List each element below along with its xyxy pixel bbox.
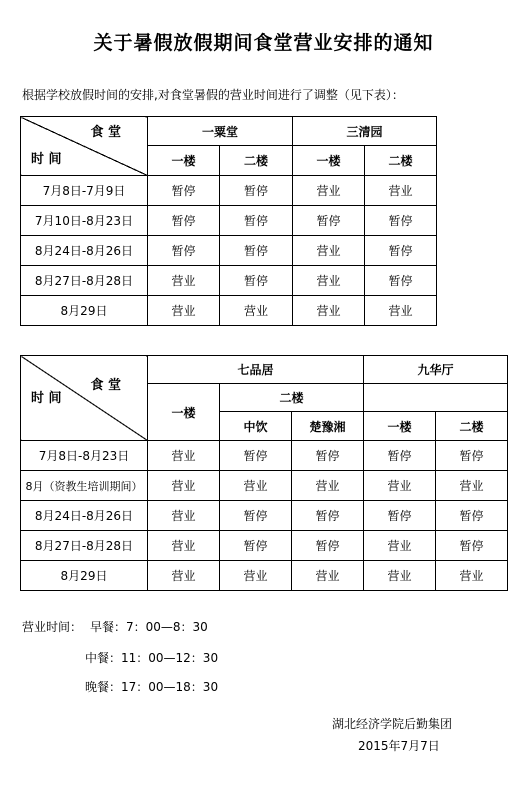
- table-row: [21, 531, 508, 561]
- status-cell: 暂停: [148, 176, 220, 206]
- canteen-label: 食 堂: [90, 378, 121, 393]
- floor-header: 二楼: [436, 412, 508, 441]
- table-row: [21, 441, 508, 471]
- status-cell: 暂停: [436, 501, 508, 531]
- status-cell: 营业: [365, 296, 437, 326]
- canteen-label: 食 堂: [90, 125, 121, 140]
- date-cell: 8月27日-8月28日: [21, 531, 148, 561]
- status-cell: 营业: [148, 531, 220, 561]
- status-cell: 营业: [220, 296, 293, 326]
- status-cell: 营业: [293, 296, 365, 326]
- floor-header: 一楼: [148, 384, 220, 441]
- table-row: [21, 471, 508, 501]
- table-row: [21, 266, 437, 296]
- signature-date: 2015年7月7日: [358, 739, 440, 753]
- canteen-name: 一粟堂: [148, 117, 293, 146]
- status-cell: 营业: [364, 531, 436, 561]
- date-cell: 8月29日: [21, 561, 148, 591]
- canteen-name: 七品居: [148, 356, 364, 384]
- status-cell: 营业: [436, 471, 508, 501]
- time-label: 时 间: [31, 152, 62, 167]
- status-cell: 营业: [148, 296, 220, 326]
- status-cell: 暂停: [220, 266, 293, 296]
- status-cell: 营业: [436, 561, 508, 591]
- status-cell: 营业: [148, 441, 220, 471]
- status-cell: 暂停: [220, 531, 292, 561]
- status-cell: 暂停: [220, 236, 293, 266]
- table-row: [21, 561, 508, 591]
- date-cell: 8月（资教生培训期间）: [21, 471, 148, 501]
- floor-header: 一楼: [364, 412, 436, 441]
- status-cell: 营业: [220, 471, 292, 501]
- status-cell: 暂停: [292, 441, 364, 471]
- status-cell: 暂停: [292, 501, 364, 531]
- status-cell: 暂停: [292, 531, 364, 561]
- table-row: [21, 501, 508, 531]
- status-cell: 营业: [220, 561, 292, 591]
- status-cell: 暂停: [365, 266, 437, 296]
- status-cell: 暂停: [436, 531, 508, 561]
- status-cell: 暂停: [293, 206, 365, 236]
- status-cell: 营业: [293, 176, 365, 206]
- status-cell: 暂停: [365, 236, 437, 266]
- schedule-table-2: [20, 355, 508, 591]
- status-cell: 营业: [148, 561, 220, 591]
- date-cell: 8月29日: [21, 296, 148, 326]
- canteen-name: 三清园: [293, 117, 437, 146]
- canteen-name: 九华厅: [364, 356, 508, 384]
- floor-header: 二楼: [365, 146, 437, 176]
- signature-org: 湖北经济学院后勤集团: [332, 717, 453, 731]
- status-cell: 暂停: [148, 236, 220, 266]
- status-cell: 暂停: [436, 441, 508, 471]
- empty-cell: [364, 384, 508, 412]
- status-cell: 营业: [365, 176, 437, 206]
- breakfast-hours: 早餐：7：00—8：30: [90, 620, 208, 634]
- status-cell: 营业: [148, 471, 220, 501]
- status-cell: 暂停: [364, 441, 436, 471]
- table-row: [21, 176, 437, 206]
- status-cell: 暂停: [220, 501, 292, 531]
- table-row: [21, 206, 437, 236]
- status-cell: 暂停: [365, 206, 437, 236]
- status-cell: 营业: [364, 471, 436, 501]
- hours-label: 营业时间：: [22, 620, 83, 634]
- status-cell: 暂停: [364, 501, 436, 531]
- status-cell: 暂停: [220, 176, 293, 206]
- status-cell: 营业: [364, 561, 436, 591]
- date-cell: 8月24日-8月26日: [21, 236, 148, 266]
- schedule-table-1: [20, 116, 437, 326]
- dinner-hours: 晚餐：17：00—18：30: [85, 680, 219, 694]
- table-row: [21, 236, 437, 266]
- status-cell: 暂停: [220, 441, 292, 471]
- floor-header: 一楼: [293, 146, 365, 176]
- time-label: 时 间: [31, 391, 62, 406]
- status-cell: 暂停: [220, 206, 293, 236]
- floor-header: 二楼: [220, 146, 293, 176]
- status-cell: 营业: [292, 561, 364, 591]
- table1-header-corner: [21, 117, 148, 176]
- subunit-header: 楚豫湘: [292, 412, 364, 441]
- date-cell: 8月24日-8月26日: [21, 501, 148, 531]
- table-row: [21, 296, 437, 326]
- status-cell: 营业: [148, 266, 220, 296]
- subunit-header: 中饮: [220, 412, 292, 441]
- lunch-hours: 中餐：11：00—12：30: [85, 651, 219, 665]
- status-cell: 营业: [292, 471, 364, 501]
- status-cell: 营业: [293, 266, 365, 296]
- intro-text: 根据学校放假时间的安排,对食堂暑假的营业时间进行了调整（见下表）：: [22, 88, 404, 102]
- date-cell: 7月10日-8月23日: [21, 206, 148, 236]
- floor-header: 二楼: [220, 384, 364, 412]
- status-cell: 营业: [148, 501, 220, 531]
- date-cell: 7月8日-7月9日: [21, 176, 148, 206]
- date-cell: 8月27日-8月28日: [21, 266, 148, 296]
- table2-header-corner: [21, 356, 148, 441]
- status-cell: 暂停: [148, 206, 220, 236]
- floor-header: 一楼: [148, 146, 220, 176]
- notice-title: 关于暑假放假期间食堂营业安排的通知: [93, 32, 434, 54]
- date-cell: 7月8日-8月23日: [21, 441, 148, 471]
- status-cell: 营业: [293, 236, 365, 266]
